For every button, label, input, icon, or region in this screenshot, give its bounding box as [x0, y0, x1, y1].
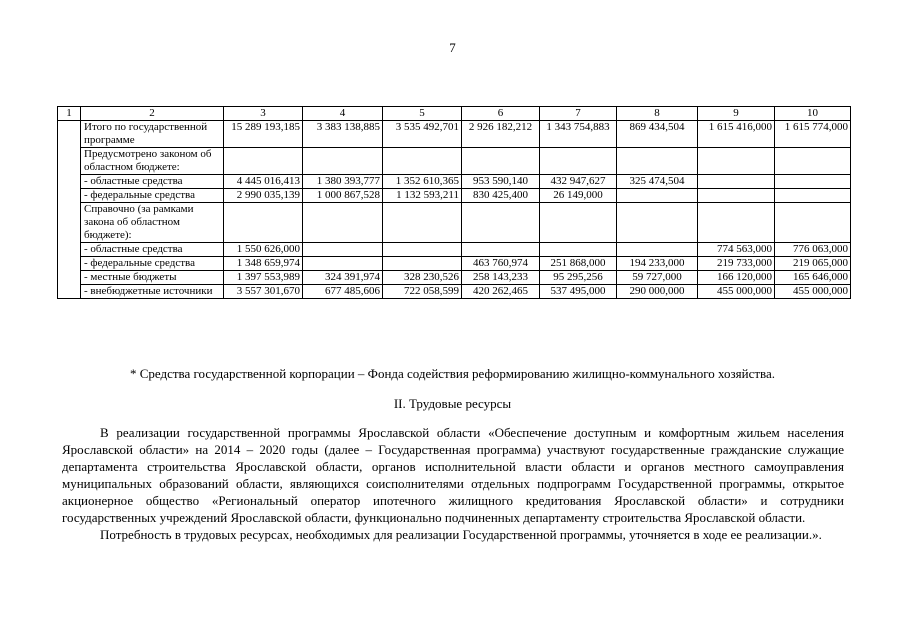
value-cell: 776 063,000 — [775, 243, 851, 257]
value-cell: 677 485,606 — [303, 285, 383, 299]
value-cell — [775, 148, 851, 175]
paragraph: В реализации государственной программы Ярославской области «Обеспечение доступным и комфортным жильем населения Ярославской области» на 2014 – 2020 годы (далее – Государственная программа) участвуют государственные гражданские служащие департамента строительства Ярославской области, органов исполнительной власти области и органов местного самоуправления муниципальных образований области, являющихся соисполнителями отдельных подпрограмм Государственной программы, открытое акционерное общество «Региональный оператор ипотечного жилищного кредитования Ярославской области» и сотрудники государственных учреждений Ярославской области, функционально подчиненных департаменту строительства Ярославской области. — [62, 425, 844, 525]
column-header: 4 — [303, 107, 383, 121]
row-label: - внебюджетные источники — [81, 285, 224, 299]
value-cell — [775, 203, 851, 243]
value-cell — [540, 148, 617, 175]
value-cell: 194 233,000 — [617, 257, 698, 271]
value-cell — [303, 148, 383, 175]
value-cell: 3 535 492,701 — [383, 121, 462, 148]
value-cell: 1 615 416,000 — [698, 121, 775, 148]
value-cell: 432 947,627 — [540, 175, 617, 189]
column-header: 2 — [81, 107, 224, 121]
value-cell: 455 000,000 — [698, 285, 775, 299]
value-cell: 1 348 659,974 — [224, 257, 303, 271]
value-cell: 166 120,000 — [698, 271, 775, 285]
value-cell: 26 149,000 — [540, 189, 617, 203]
value-cell — [462, 148, 540, 175]
value-cell: 1 550 626,000 — [224, 243, 303, 257]
value-cell: 3 557 301,670 — [224, 285, 303, 299]
value-cell: 325 474,504 — [617, 175, 698, 189]
value-cell — [462, 243, 540, 257]
table-row — [58, 121, 851, 148]
value-cell: 463 760,974 — [462, 257, 540, 271]
value-cell: 258 143,233 — [462, 271, 540, 285]
value-cell: 251 868,000 — [540, 257, 617, 271]
value-cell — [224, 203, 303, 243]
value-cell — [540, 243, 617, 257]
column-header: 9 — [698, 107, 775, 121]
table-row — [58, 271, 851, 285]
section-body — [62, 424, 844, 543]
value-cell — [775, 189, 851, 203]
value-cell — [617, 203, 698, 243]
value-cell: 1 132 593,211 — [383, 189, 462, 203]
page-number: 7 — [449, 40, 456, 55]
column-header: 3 — [224, 107, 303, 121]
value-cell: 3 383 138,885 — [303, 121, 383, 148]
value-cell — [303, 257, 383, 271]
value-cell — [698, 189, 775, 203]
table-header-row — [58, 107, 851, 121]
value-cell — [383, 257, 462, 271]
value-cell — [617, 148, 698, 175]
table-row — [58, 243, 851, 257]
value-cell: 1 343 754,883 — [540, 121, 617, 148]
value-cell: 1 000 867,528 — [303, 189, 383, 203]
value-cell: 774 563,000 — [698, 243, 775, 257]
value-cell: 953 590,140 — [462, 175, 540, 189]
value-cell: 324 391,974 — [303, 271, 383, 285]
value-cell — [462, 203, 540, 243]
row-label: - федеральные средства — [81, 257, 224, 271]
value-cell: 1 397 553,989 — [224, 271, 303, 285]
paragraph: Потребность в трудовых ресурсах, необходимых для реализации Государственной программы, уточняется в ходе ее реализации.». — [100, 527, 822, 542]
value-cell — [383, 148, 462, 175]
value-cell — [303, 203, 383, 243]
table-row — [58, 285, 851, 299]
value-cell: 1 380 393,777 — [303, 175, 383, 189]
value-cell: 59 727,000 — [617, 271, 698, 285]
value-cell: 869 434,504 — [617, 121, 698, 148]
column-header: 8 — [617, 107, 698, 121]
value-cell: 95 295,256 — [540, 271, 617, 285]
column-header: 1 — [58, 107, 81, 121]
value-cell: 219 065,000 — [775, 257, 851, 271]
table-row — [58, 148, 851, 175]
value-cell — [698, 175, 775, 189]
column-header: 7 — [540, 107, 617, 121]
section-title: II. Трудовые ресурсы — [393, 396, 512, 411]
row-label: - областные средства — [81, 243, 224, 257]
value-cell — [303, 243, 383, 257]
value-cell — [775, 175, 851, 189]
value-cell: 165 646,000 — [775, 271, 851, 285]
value-cell — [224, 148, 303, 175]
value-cell — [698, 148, 775, 175]
row-label: - местные бюджеты — [81, 271, 224, 285]
value-cell: 15 289 193,185 — [224, 121, 303, 148]
column-header: 6 — [462, 107, 540, 121]
column-header: 10 — [775, 107, 851, 121]
value-cell: 537 495,000 — [540, 285, 617, 299]
value-cell — [540, 203, 617, 243]
table-body — [58, 121, 851, 299]
value-cell: 455 000,000 — [775, 285, 851, 299]
budget-table — [57, 106, 851, 299]
value-cell — [617, 189, 698, 203]
value-cell: 830 425,400 — [462, 189, 540, 203]
value-cell: 290 000,000 — [617, 285, 698, 299]
value-cell: 420 262,465 — [462, 285, 540, 299]
row-label: Итого по государственной программе — [81, 121, 224, 148]
value-cell: 219 733,000 — [698, 257, 775, 271]
value-cell: 328 230,526 — [383, 271, 462, 285]
table-row — [58, 175, 851, 189]
value-cell — [617, 243, 698, 257]
row-number-cell — [58, 121, 81, 299]
table-row — [58, 203, 851, 243]
value-cell: 722 058,599 — [383, 285, 462, 299]
row-label: Справочно (за рамками закона об областном бюджете): — [81, 203, 224, 243]
value-cell: 1 615 774,000 — [775, 121, 851, 148]
table-row — [58, 189, 851, 203]
column-header: 5 — [383, 107, 462, 121]
value-cell — [383, 243, 462, 257]
value-cell: 4 445 016,413 — [224, 175, 303, 189]
value-cell: 2 990 035,139 — [224, 189, 303, 203]
row-label: Предусмотрено законом об областном бюджете: — [81, 148, 224, 175]
row-label: - федеральные средства — [81, 189, 224, 203]
value-cell: 1 352 610,365 — [383, 175, 462, 189]
footnote: * Средства государственной корпорации – Фонда содействия реформированию жилищно-коммунального хозяйства. — [129, 366, 776, 381]
table-row — [58, 257, 851, 271]
value-cell — [698, 203, 775, 243]
value-cell — [383, 203, 462, 243]
row-label: - областные средства — [81, 175, 224, 189]
value-cell: 2 926 182,212 — [462, 121, 540, 148]
